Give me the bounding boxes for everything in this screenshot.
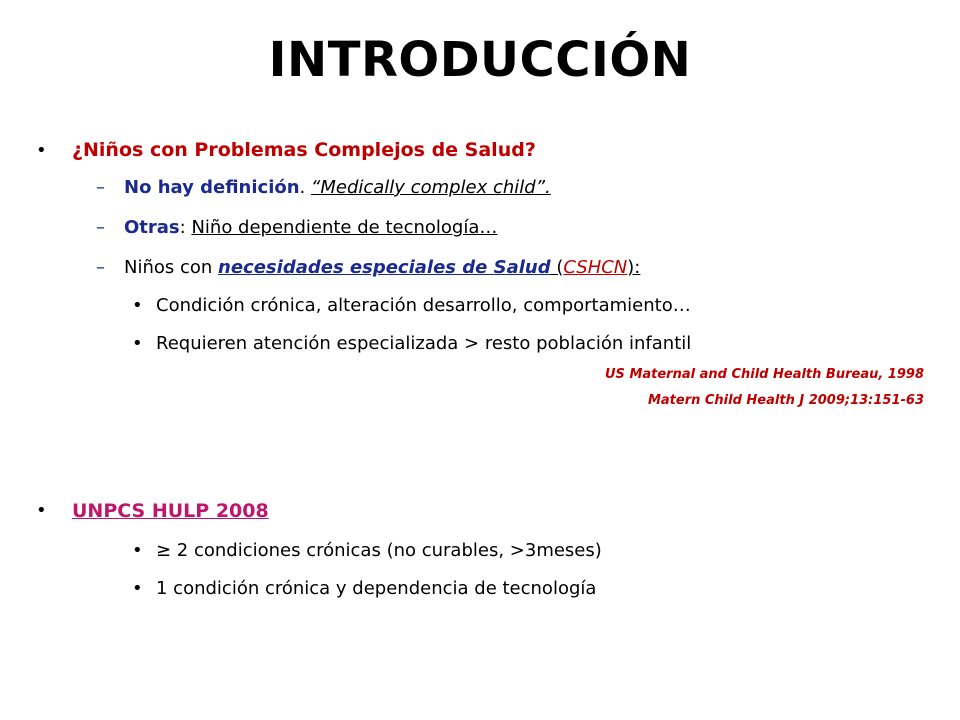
reference-journal: Matern Child Health J 2009;13:151-63 (647, 393, 924, 408)
unpcs-heading-link[interactable]: UNPCS HULP 2008 (72, 500, 269, 522)
bullet-icon: • (36, 500, 47, 521)
slide-title: INTRODUCCIÓN (268, 32, 692, 88)
subitem-chronic-condition: Condición crónica, alteración desarrollo, comportamiento… (156, 295, 691, 316)
item-otras (124, 217, 497, 238)
dash-icon: – (96, 177, 105, 198)
bullet-icon: • (132, 295, 143, 316)
special-needs-link[interactable]: necesidades especiales de Salud (218, 257, 551, 278)
bullet-icon: • (132, 578, 143, 599)
cshcn-abbreviation: CSHCN (563, 257, 628, 278)
item-label: Otras (124, 217, 180, 238)
item-prefix: Niños con (124, 257, 219, 278)
subitem-two-conditions: ≥ 2 condiciones crónicas (no curables, >3meses) (156, 540, 602, 561)
item-no-definition (124, 177, 551, 198)
section1-heading: ¿Niños con Problemas Complejos de Salud? (72, 139, 536, 161)
item-separator: . (299, 177, 306, 198)
subitem-specialized-care: Requieren atención especializada > resto población infantil (156, 333, 692, 354)
item-cshcn (124, 257, 640, 278)
subitem-one-condition-technology: 1 condición crónica y dependencia de tecnología (156, 578, 597, 599)
paren-close: ): (627, 257, 641, 278)
medically-complex-quote: “Medically complex child”. (311, 177, 551, 198)
dash-icon: – (96, 257, 105, 278)
paren-open: ( (550, 257, 564, 278)
technology-dependent-text: Niño dependiente de tecnología… (191, 217, 498, 238)
item-label: No hay definición (124, 177, 300, 198)
bullet-icon: • (132, 333, 143, 354)
reference-mchb: US Maternal and Child Health Bureau, 1998 (605, 367, 924, 382)
item-separator: : (179, 217, 192, 238)
bullet-icon: • (132, 540, 143, 561)
dash-icon: – (96, 217, 105, 238)
bullet-icon: • (36, 140, 47, 161)
